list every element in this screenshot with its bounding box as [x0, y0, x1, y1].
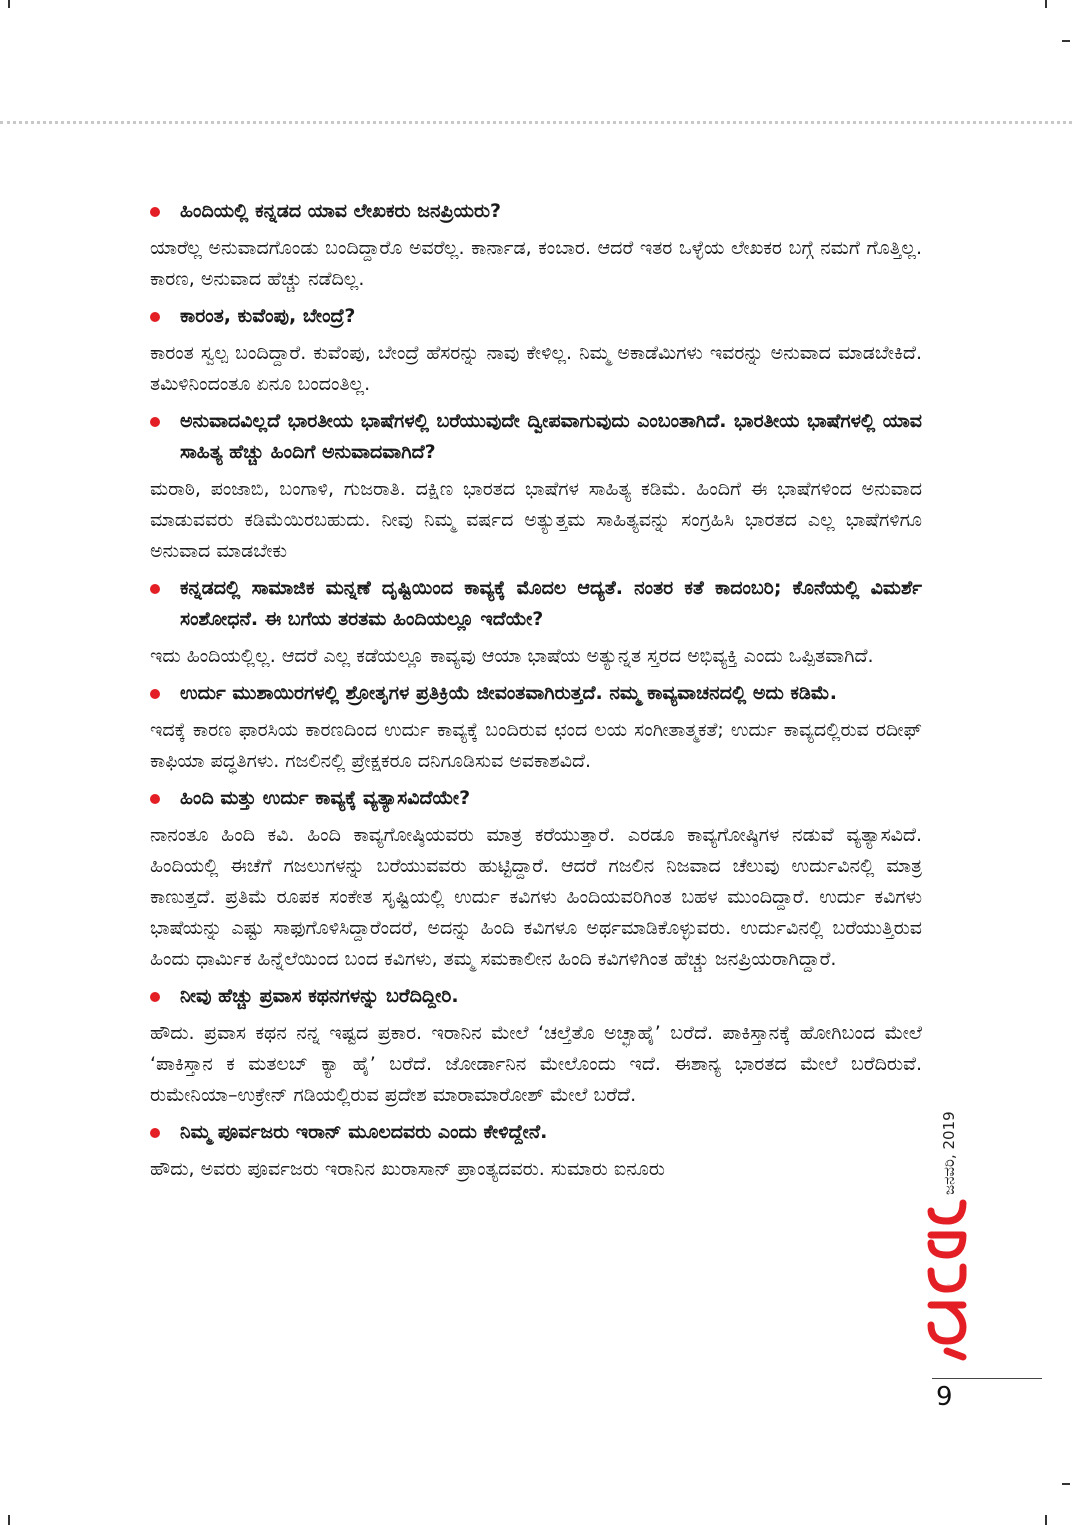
- bullet-icon: [150, 992, 160, 1002]
- question-3: ಅನುವಾದವಿಲ್ಲದೆ ಭಾರತೀಯ ಭಾಷೆಗಳಲ್ಲಿ ಬರೆಯುವುದೇ ದ್ವೀಪವಾಗುವುದು ಎಂಬಂತಾಗಿದೆ. ಭಾರತೀಯ ಭಾಷೆಗಳಲ್ಲಿ ಯಾವ ಸಾಹಿತ್ಯ ಹೆಚ್ಚು ಹಿಂದಿಗೆ ಅನುವಾದವಾಗಿದೆ?: [122, 406, 922, 468]
- bullet-icon: [150, 417, 160, 427]
- page-number-rule: [932, 1378, 1042, 1379]
- answer-7: ಹೌದು. ಪ್ರವಾಸ ಕಥನ ನನ್ನ ಇಷ್ಟದ ಪ್ರಕಾರ. ಇರಾನಿನ ಮೇಲೆ ‘ಚಲ್ತೆತೊ ಅಚ್ಛಾಹೈ’ ಬರೆದೆ. ಪಾಕಿಸ್ತಾನಕ್ಕೆ ಹೋಗಿಬಂದ ಮೇಲೆ ‘ಪಾಕಿಸ್ತಾನ ಕ ಮತಲಬ್ ಕ್ಯಾ ಹೈ’ ಬರೆದೆ. ಜೋರ್ಡಾನಿನ ಮೇಲೊಂದು ಇದೆ. ಈಶಾನ್ಯ ಭಾರತದ ಮೇಲೆ ಬರೆದಿರುವೆ. ರುಮೇನಿಯಾ–ಉಕ್ರೇನ್ ಗಡಿಯಲ್ಲಿರುವ ಪ್ರದೇಶ ಮಾರಾಮಾರೋಶ್ ಮೇಲೆ ಬರೆದೆ.: [150, 1022, 922, 1106]
- page-number: 9: [936, 1382, 953, 1412]
- answer-2: ಕಾರಂತ ಸ್ವಲ್ಪ ಬಂದಿದ್ದಾರೆ. ಕುವೆಂಪು, ಬೇಂದ್ರೆ ಹೆಸರನ್ನು ನಾವು ಕೇಳಿಲ್ಲ. ನಿಮ್ಮ ಅಕಾಡೆಮಿಗಳು ಇವರನ್ನು ಅನುವಾದ ಮಾಡಬೇಕಿದೆ. ತಮಿಳಿನಿಂದಂತೂ ಏನೂ ಬಂದಂತಿಲ್ಲ.: [150, 342, 922, 395]
- bullet-icon: [150, 207, 160, 217]
- question-4: ಕನ್ನಡದಲ್ಲಿ ಸಾಮಾಜಿಕ ಮನ್ನಣೆ ದೃಷ್ಟಿಯಿಂದ ಕಾವ್ಯಕ್ಕೆ ಮೊದಲ ಆದ್ಯತೆ. ನಂತರ ಕತೆ ಕಾದಂಬರಿ; ಕೊನೆಯಲ್ಲಿ ವಿಮರ್ಶೆ ಸಂಶೋಧನೆ. ಈ ಬಗೆಯ ತರತಮ ಹಿಂದಿಯಲ್ಲೂ ಇದೆಯೇ?: [122, 573, 922, 635]
- answer-6: ನಾನಂತೂ ಹಿಂದಿ ಕವಿ. ಹಿಂದಿ ಕಾವ್ಯಗೋಷ್ಠಿಯವರು ಮಾತ್ರ ಕರೆಯುತ್ತಾರೆ. ಎರಡೂ ಕಾವ್ಯಗೋಷ್ಠಿಗಳ ನಡುವೆ ವ್ಯತ್ಯಾಸವಿದೆ. ಹಿಂದಿಯಲ್ಲಿ ಈಚೆಗೆ ಗಜಲುಗಳನ್ನು ಬರೆಯುವವರು ಹುಟ್ಟಿದ್ದಾರೆ. ಆದರೆ ಗಜಲಿನ ನಿಜವಾದ ಚೆಲುವು ಉರ್ದುವಿನಲ್ಲಿ ಮಾತ್ರ ಕಾಣುತ್ತದೆ. ಪ್ರತಿಮೆ ರೂಪಕ ಸಂಕೇತ ಸೃಷ್ಟಿಯಲ್ಲಿ ಉರ್ದು ಕವಿಗಳು ಹಿಂದಿಯವರಿಗಿಂತ ಬಹಳ ಮುಂದಿದ್ದಾರೆ. ಉರ್ದು ಕವಿಗಳು ಭಾಷೆಯನ್ನು ಎಷ್ಟು ಸಾಫುಗೊಳಿಸಿದ್ದಾರೆಂದರೆ, ಅದನ್ನು ಹಿಂದಿ ಕವಿಗಳೂ ಅರ್ಥಮಾಡಿಕೊಳ್ಳುವರು. ಉರ್ದುವಿನಲ್ಲಿ ಬರೆಯುತ್ತಿರುವ ಹಿಂದು ಧಾರ್ಮಿಕ ಹಿನ್ನೆಲೆಯಿಂದ ಬಂದ ಕವಿಗಳು, ತಮ್ಮ ಸಮಕಾಲೀನ ಹಿಂದಿ ಕವಿಗಳಿಗಿಂತ ಹೆಚ್ಚು ಜನಪ್ರಿಯರಾಗಿದ್ದಾರೆ.: [150, 824, 922, 970]
- bullet-icon: [150, 312, 160, 322]
- crop-mark-right-lower: [1062, 1483, 1070, 1485]
- answer-1: ಯಾರೆಲ್ಲ ಅನುವಾದಗೊಂಡು ಬಂದಿದ್ದಾರೊ ಅವರೆಲ್ಲ. ಕಾರ್ನಾಡ, ಕಂಬಾರ. ಆದರೆ ಇತರ ಒಳ್ಳೆಯ ಲೇಖಕರ ಬಗ್ಗೆ ನಮಗೆ ಗೊತ್ತಿಲ್ಲ. ಕಾರಣ, ಅನುವಾದ ಹೆಚ್ಚು ನಡೆದಿಲ್ಲ.: [150, 237, 922, 290]
- question-7: ನೀವು ಹೆಚ್ಚು ಪ್ರವಾಸ ಕಥನಗಳನ್ನು ಬರೆದಿದ್ದೀರಿ.: [122, 981, 922, 1012]
- bullet-icon: [150, 794, 160, 804]
- answer-8: ಹೌದು, ಅವರು ಪೂರ್ವಜರು ಇರಾನಿನ ಖುರಾಸಾನ್ ಪ್ರಾಂತ್ಯದವರು. ಸುಮಾರು ಐನೂರು: [150, 1158, 665, 1180]
- question-8: ನಿಮ್ಮ ಪೂರ್ವಜರು ಇರಾನ್ ಮೂಲದವರು ಎಂದು ಕೇಳಿದ್ದೇನೆ.: [122, 1117, 922, 1148]
- issue-date: ಜನವರಿ, 2019: [940, 1111, 958, 1195]
- crop-mark-bottom-left: [8, 1515, 10, 1525]
- question-2: ಕಾರಂತ, ಕುವೆಂಪು, ಬೇಂದ್ರೆ?: [122, 301, 922, 332]
- question-5: ಉರ್ದು ಮುಶಾಯಿರಗಳಲ್ಲಿ ಶ್ರೋತೃಗಳ ಪ್ರತಿಕ್ರಿಯೆ ಜೀವಂತವಾಗಿರುತ್ತದೆ. ನಮ್ಮ ಕಾವ್ಯವಾಚನದಲ್ಲಿ ಅದು ಕಡಿಮೆ.: [122, 678, 922, 709]
- bullet-icon: [150, 584, 160, 594]
- question-1: ಹಿಂದಿಯಲ್ಲಿ ಕನ್ನಡದ ಯಾವ ಲೇಖಕರು ಜನಪ್ರಿಯರು?: [122, 196, 922, 227]
- question-6: ಹಿಂದಿ ಮತ್ತು ಉರ್ದು ಕಾವ್ಯಕ್ಕೆ ವ್ಯತ್ಯಾಸವಿದೆಯೇ?: [122, 783, 922, 814]
- header-dotted-rule: [0, 121, 1072, 124]
- bullet-icon: [150, 689, 160, 699]
- interview-body: [122, 196, 922, 1191]
- crop-mark-top-right: [1045, 0, 1047, 8]
- crop-mark-right-upper: [1062, 40, 1070, 42]
- answer-5: ಇದಕ್ಕೆ ಕಾರಣ ಫಾರಸಿಯ ಕಾರಣದಿಂದ ಉರ್ದು ಕಾವ್ಯಕ್ಕೆ ಬಂದಿರುವ ಛಂದ ಲಯ ಸಂಗೀತಾತ್ಮಕತೆ; ಉರ್ದು ಕಾವ್ಯದಲ್ಲಿರುವ ರದೀಫ್ ಕಾಫಿಯಾ ಪದ್ಧತಿಗಳು. ಗಜಲಿನಲ್ಲಿ ಪ್ರೇಕ್ಷಕರೂ ದನಿಗೂಡಿಸುವ ಅವಕಾಶವಿದೆ.: [150, 719, 922, 772]
- crop-mark-bottom-right: [1045, 1515, 1047, 1525]
- answer-4: ಇದು ಹಿಂದಿಯಲ್ಲಿಲ್ಲ. ಆದರೆ ಎಲ್ಲ ಕಡೆಯಲ್ಲೂ ಕಾವ್ಯವು ಆಯಾ ಭಾಷೆಯ ಅತ್ಯುನ್ನತ ಸ್ತರದ ಅಭಿವ್ಯಕ್ತಿ ಎಂದು ಒಪ್ಪಿತವಾಗಿದೆ.: [150, 645, 874, 667]
- bullet-icon: [150, 1128, 160, 1138]
- crop-mark-top-left: [8, 0, 10, 8]
- magazine-logo: [925, 1195, 969, 1363]
- answer-3: ಮರಾಠಿ, ಪಂಜಾಬಿ, ಬಂಗಾಳಿ, ಗುಜರಾತಿ. ದಕ್ಷಿಣ ಭಾರತದ ಭಾಷೆಗಳ ಸಾಹಿತ್ಯ ಕಡಿಮೆ. ಹಿಂದಿಗೆ ಈ ಭಾಷೆಗಳಿಂದ ಅನುವಾದ ಮಾಡುವವರು ಕಡಿಮೆಯಿರಬಹುದು. ನೀವು ನಿಮ್ಮ ವರ್ಷದ ಅತ್ಯುತ್ತಮ ಸಾಹಿತ್ಯವನ್ನು ಸಂಗ್ರಹಿಸಿ ಭಾರತದ ಎಲ್ಲ ಭಾಷೆಗಳಿಗೂ ಅನುವಾದ ಮಾಡಬೇಕು: [150, 478, 922, 562]
- svg-text:ಮಯೂರ: ಮಯೂರ: [947, 1285, 951, 1286]
